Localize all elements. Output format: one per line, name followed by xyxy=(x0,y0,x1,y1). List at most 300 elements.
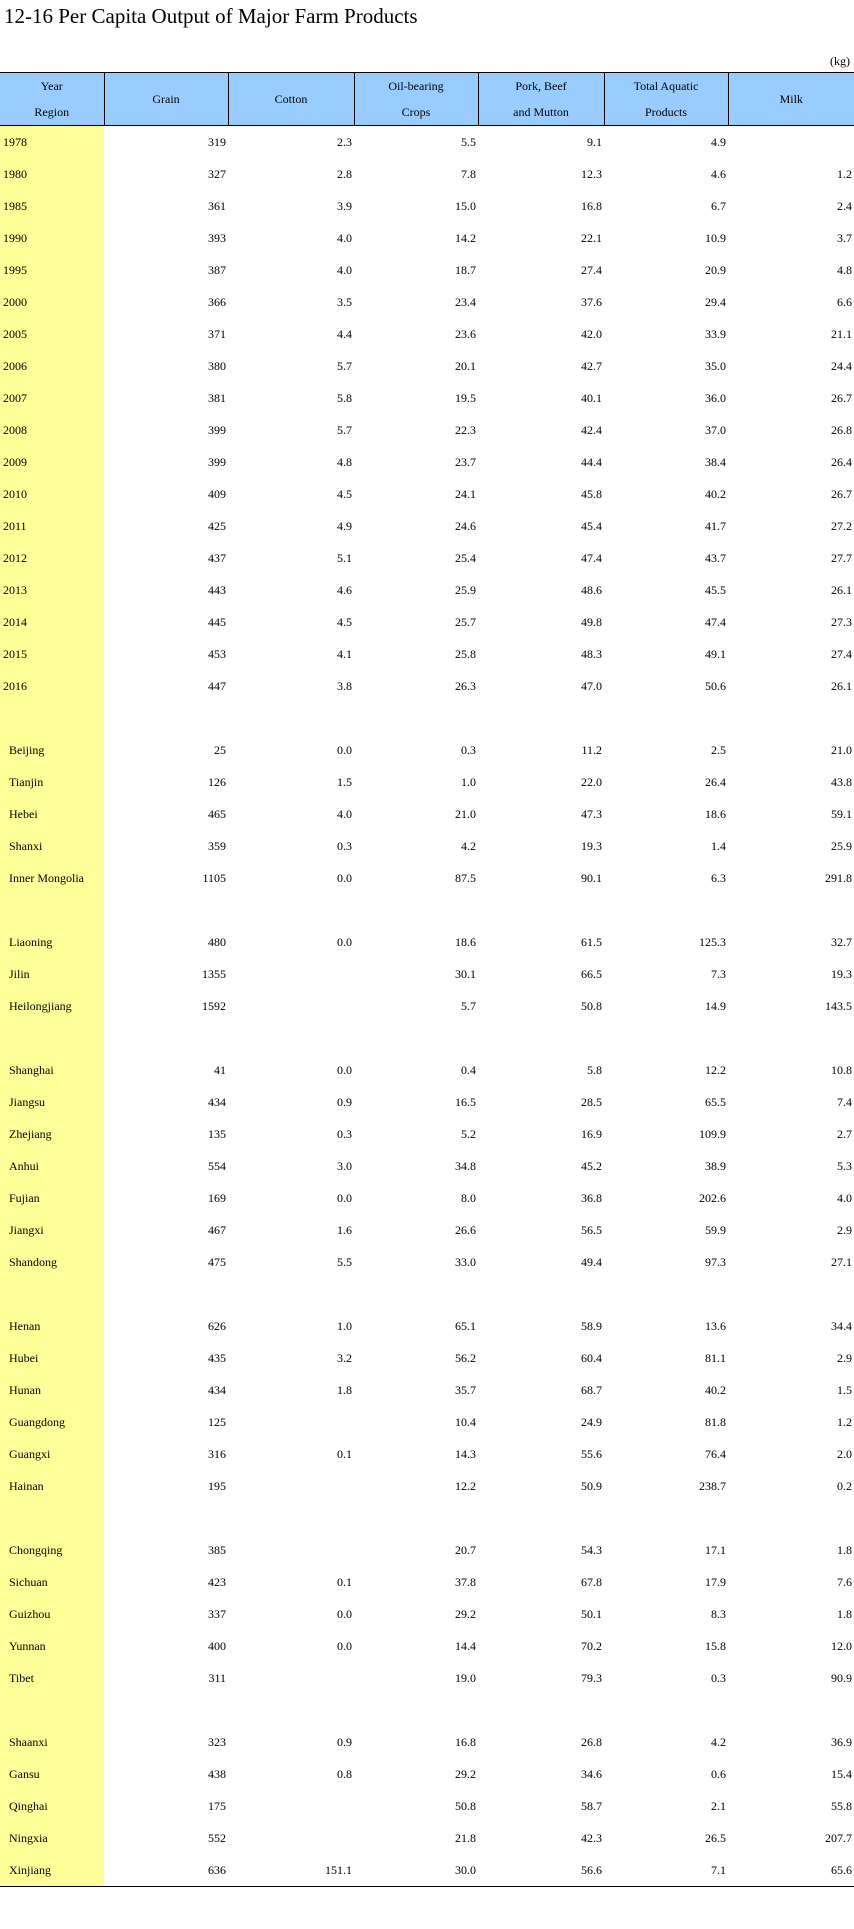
row-label: 2016 xyxy=(0,670,104,702)
row-label: Ningxia xyxy=(0,1822,104,1854)
cell-pork-beef-mutton: 50.9 xyxy=(581,1478,602,1493)
cell-pork-beef-mutton: 79.3 xyxy=(581,1670,602,1685)
spacer-cell xyxy=(228,1022,354,1054)
cell-pork-beef-mutton: 24.9 xyxy=(581,1414,602,1429)
row-label: Hebei xyxy=(0,798,104,830)
cell-total-aquatic-products: 125.3 xyxy=(699,934,726,949)
cell-oil-bearing-crops: 35.7 xyxy=(455,1382,476,1397)
cell-milk: 4.8 xyxy=(837,262,852,277)
row-label: 2013 xyxy=(0,574,104,606)
cell-milk: 0.2 xyxy=(837,1478,852,1493)
cell-cotton xyxy=(228,1406,354,1438)
cell-pork-beef-mutton: 42.3 xyxy=(581,1830,602,1845)
cell-grain: 361 xyxy=(208,198,226,213)
cell-pork-beef-mutton: 66.5 xyxy=(581,966,602,981)
spacer-cell xyxy=(478,1278,604,1310)
cell-oil-bearing-crops: 0.3 xyxy=(461,742,476,757)
table-row xyxy=(0,1566,854,1598)
cell-oil-bearing-crops: 22.3 xyxy=(455,422,476,437)
table-row xyxy=(0,1630,854,1662)
cell-pork-beef-mutton: 22.0 xyxy=(581,774,602,789)
cell-milk: 15.4 xyxy=(831,1766,852,1781)
cell-milk: 27.1 xyxy=(831,1254,852,1269)
cell-pork-beef-mutton: 48.3 xyxy=(581,646,602,661)
cell-milk: 291.8 xyxy=(825,870,852,885)
cell-milk: 90.9 xyxy=(831,1670,852,1685)
spacer-cell xyxy=(478,894,604,926)
unit-label: (kg) xyxy=(830,54,850,68)
cell-total-aquatic-products: 1.4 xyxy=(711,838,726,853)
cell-milk: 21.0 xyxy=(831,742,852,757)
cell-oil-bearing-crops: 5.5 xyxy=(461,134,476,149)
cell-total-aquatic-products: 18.6 xyxy=(705,806,726,821)
cell-oil-bearing-crops: 30.1 xyxy=(455,966,476,981)
row-label: Gansu xyxy=(0,1758,104,1790)
spacer-row xyxy=(0,1502,854,1534)
spacer-cell xyxy=(354,702,478,734)
cell-grain: 400 xyxy=(208,1638,226,1653)
cell-total-aquatic-products: 40.2 xyxy=(705,1382,726,1397)
cell-oil-bearing-crops: 33.0 xyxy=(455,1254,476,1269)
spacer-cell xyxy=(0,702,104,734)
cell-cotton xyxy=(228,1534,354,1566)
cell-milk: 26.7 xyxy=(831,390,852,405)
row-label: Xinjiang xyxy=(0,1854,104,1887)
cell-total-aquatic-products: 10.9 xyxy=(705,230,726,245)
table-row xyxy=(0,542,854,574)
cell-pork-beef-mutton: 56.5 xyxy=(581,1222,602,1237)
cell-grain: 425 xyxy=(208,518,226,533)
spacer-cell xyxy=(604,1022,728,1054)
cell-grain: 1105 xyxy=(202,870,226,885)
table-row xyxy=(0,126,854,159)
cell-oil-bearing-crops: 50.8 xyxy=(455,1798,476,1813)
cell-oil-bearing-crops: 18.6 xyxy=(455,934,476,949)
cell-total-aquatic-products: 65.5 xyxy=(705,1094,726,1109)
cell-oil-bearing-crops: 56.2 xyxy=(455,1350,476,1365)
cell-oil-bearing-crops: 4.2 xyxy=(461,838,476,853)
cell-cotton: 3.9 xyxy=(337,198,352,213)
cell-total-aquatic-products: 2.1 xyxy=(711,1798,726,1813)
row-label: 2010 xyxy=(0,478,104,510)
column-header-total-aquatic-products: Total Aquatic Products xyxy=(604,73,728,126)
row-label: Yunnan xyxy=(0,1630,104,1662)
cell-pork-beef-mutton: 54.3 xyxy=(581,1542,602,1557)
cell-grain: 125 xyxy=(208,1414,226,1429)
row-label: 2006 xyxy=(0,350,104,382)
cell-pork-beef-mutton: 40.1 xyxy=(581,390,602,405)
cell-oil-bearing-crops: 21.8 xyxy=(455,1830,476,1845)
cell-pork-beef-mutton: 60.4 xyxy=(581,1350,602,1365)
cell-oil-bearing-crops: 37.8 xyxy=(455,1574,476,1589)
table-row xyxy=(0,798,854,830)
spacer-cell xyxy=(104,1278,228,1310)
table-row xyxy=(0,1246,854,1278)
cell-milk: 1.2 xyxy=(837,166,852,181)
cell-milk: 21.1 xyxy=(831,326,852,341)
cell-oil-bearing-crops: 29.2 xyxy=(455,1766,476,1781)
cell-milk: 2.7 xyxy=(837,1126,852,1141)
cell-total-aquatic-products: 109.9 xyxy=(699,1126,726,1141)
cell-grain: 387 xyxy=(208,262,226,277)
row-label: 1985 xyxy=(0,190,104,222)
cell-milk: 34.4 xyxy=(831,1318,852,1333)
row-label: Shanghai xyxy=(0,1054,104,1086)
row-label: Hainan xyxy=(0,1470,104,1502)
spacer-cell xyxy=(0,1502,104,1534)
cell-cotton: 4.0 xyxy=(337,230,352,245)
table-row xyxy=(0,478,854,510)
table-row xyxy=(0,1342,854,1374)
cell-cotton: 4.9 xyxy=(337,518,352,533)
cell-milk: 65.6 xyxy=(728,1854,854,1887)
cell-milk: 1.2 xyxy=(837,1414,852,1429)
row-label: 1995 xyxy=(0,254,104,286)
row-label: Hubei xyxy=(0,1342,104,1374)
cell-cotton: 3.8 xyxy=(337,678,352,693)
cell-grain: 175 xyxy=(208,1798,226,1813)
cell-pork-beef-mutton: 34.6 xyxy=(581,1766,602,1781)
table-row xyxy=(0,350,854,382)
cell-total-aquatic-products: 38.4 xyxy=(705,454,726,469)
cell-milk: 10.8 xyxy=(831,1062,852,1077)
cell-milk: 19.3 xyxy=(831,966,852,981)
table-row xyxy=(0,766,854,798)
cell-milk: 32.7 xyxy=(831,934,852,949)
row-label: Qinghai xyxy=(0,1790,104,1822)
cell-cotton: 3.0 xyxy=(337,1158,352,1173)
cell-milk: 27.4 xyxy=(831,646,852,661)
row-label: Tibet xyxy=(0,1662,104,1694)
cell-cotton: 4.0 xyxy=(337,806,352,821)
cell-oil-bearing-crops: 21.0 xyxy=(455,806,476,821)
table-row xyxy=(0,254,854,286)
cell-oil-bearing-crops: 26.3 xyxy=(455,678,476,693)
spacer-cell xyxy=(728,1502,854,1534)
cell-cotton: 0.0 xyxy=(337,870,352,885)
table-row xyxy=(0,734,854,766)
cell-total-aquatic-products: 4.6 xyxy=(711,166,726,181)
cell-pork-beef-mutton: 12.3 xyxy=(581,166,602,181)
spacer-cell xyxy=(0,894,104,926)
cell-oil-bearing-crops: 19.0 xyxy=(455,1670,476,1685)
spacer-cell xyxy=(228,894,354,926)
cell-grain: 41 xyxy=(214,1062,226,1077)
table-row xyxy=(0,1598,854,1630)
cell-grain: 399 xyxy=(208,422,226,437)
cell-pork-beef-mutton: 45.8 xyxy=(581,486,602,501)
row-label: 1978 xyxy=(0,126,104,159)
column-header-cotton: Cotton xyxy=(228,73,354,126)
cell-total-aquatic-products: 15.8 xyxy=(705,1638,726,1653)
table-row xyxy=(0,1310,854,1342)
cell-cotton: 1.6 xyxy=(337,1222,352,1237)
cell-grain: 447 xyxy=(208,678,226,693)
row-label: Shandong xyxy=(0,1246,104,1278)
cell-oil-bearing-crops: 16.5 xyxy=(455,1094,476,1109)
cell-cotton: 5.7 xyxy=(337,358,352,373)
cell-pork-beef-mutton: 28.5 xyxy=(581,1094,602,1109)
cell-cotton: 2.3 xyxy=(337,134,352,149)
table-row xyxy=(0,1822,854,1854)
table-row xyxy=(0,1150,854,1182)
spacer-cell xyxy=(228,702,354,734)
cell-total-aquatic-products: 7.3 xyxy=(711,966,726,981)
row-label: Guangdong xyxy=(0,1406,104,1438)
spacer-cell xyxy=(478,1502,604,1534)
table-row xyxy=(0,1374,854,1406)
row-label: Beijing xyxy=(0,734,104,766)
spacer-cell xyxy=(354,1278,478,1310)
table-row xyxy=(0,1054,854,1086)
cell-cotton: 5.5 xyxy=(337,1254,352,1269)
cell-total-aquatic-products: 35.0 xyxy=(705,358,726,373)
cell-oil-bearing-crops: 14.4 xyxy=(455,1638,476,1653)
row-label: 2011 xyxy=(0,510,104,542)
cell-oil-bearing-crops: 65.1 xyxy=(455,1318,476,1333)
cell-cotton: 0.9 xyxy=(337,1094,352,1109)
cell-oil-bearing-crops: 14.3 xyxy=(455,1446,476,1461)
spacer-cell xyxy=(354,1694,478,1726)
table-row xyxy=(0,1534,854,1566)
cell-total-aquatic-products: 0.3 xyxy=(711,1670,726,1685)
cell-pork-beef-mutton: 16.8 xyxy=(581,198,602,213)
row-label: 2005 xyxy=(0,318,104,350)
table-row xyxy=(0,606,854,638)
cell-cotton: 0.1 xyxy=(337,1446,352,1461)
table-row xyxy=(0,286,854,318)
cell-total-aquatic-products: 50.6 xyxy=(705,678,726,693)
table-row xyxy=(0,158,854,190)
cell-total-aquatic-products: 81.1 xyxy=(705,1350,726,1365)
table-row xyxy=(0,1758,854,1790)
column-header-pork-beef-mutton: Pork, Beef and Mutton xyxy=(478,73,604,126)
spacer-cell xyxy=(354,1502,478,1534)
cell-pork-beef-mutton: 49.4 xyxy=(581,1254,602,1269)
table-row xyxy=(0,926,854,958)
cell-milk: 5.3 xyxy=(837,1158,852,1173)
cell-grain: 435 xyxy=(208,1350,226,1365)
table-row xyxy=(0,1182,854,1214)
row-label: Hunan xyxy=(0,1374,104,1406)
spacer-cell xyxy=(604,1694,728,1726)
spacer-row xyxy=(0,702,854,734)
table-row xyxy=(0,1406,854,1438)
spacer-row xyxy=(0,894,854,926)
cell-pork-beef-mutton: 16.9 xyxy=(581,1126,602,1141)
spacer-cell xyxy=(0,1694,104,1726)
cell-oil-bearing-crops: 10.4 xyxy=(455,1414,476,1429)
table-row xyxy=(0,414,854,446)
cell-grain: 316 xyxy=(208,1446,226,1461)
cell-pork-beef-mutton: 49.8 xyxy=(581,614,602,629)
row-label: 2000 xyxy=(0,286,104,318)
cell-oil-bearing-crops: 23.7 xyxy=(455,454,476,469)
cell-milk: 43.8 xyxy=(831,774,852,789)
column-header-grain: Grain xyxy=(104,73,228,126)
cell-grain: 445 xyxy=(208,614,226,629)
spacer-cell xyxy=(728,1278,854,1310)
cell-total-aquatic-products: 81.8 xyxy=(705,1414,726,1429)
cell-pork-beef-mutton: 70.2 xyxy=(581,1638,602,1653)
row-label: 2007 xyxy=(0,382,104,414)
row-label: Liaoning xyxy=(0,926,104,958)
table-row xyxy=(0,318,854,350)
cell-grain: 552 xyxy=(208,1830,226,1845)
cell-cotton: 0.0 xyxy=(337,742,352,757)
cell-total-aquatic-products: 13.6 xyxy=(705,1318,726,1333)
cell-cotton: 3.2 xyxy=(337,1350,352,1365)
cell-cotton xyxy=(228,1662,354,1694)
cell-total-aquatic-products: 6.3 xyxy=(711,870,726,885)
cell-oil-bearing-crops: 5.2 xyxy=(461,1126,476,1141)
table-row xyxy=(0,1726,854,1758)
cell-pork-beef-mutton: 58.9 xyxy=(581,1318,602,1333)
row-label: Jiangxi xyxy=(0,1214,104,1246)
cell-oil-bearing-crops: 26.6 xyxy=(455,1222,476,1237)
cell-milk: 26.7 xyxy=(831,486,852,501)
cell-total-aquatic-products: 47.4 xyxy=(705,614,726,629)
cell-pork-beef-mutton: 45.2 xyxy=(581,1158,602,1173)
cell-total-aquatic-products: 49.1 xyxy=(705,646,726,661)
row-label: Guangxi xyxy=(0,1438,104,1470)
cell-cotton: 0.8 xyxy=(337,1766,352,1781)
table-row xyxy=(0,1438,854,1470)
cell-milk: 26.1 xyxy=(831,678,852,693)
cell-oil-bearing-crops: 7.8 xyxy=(461,166,476,181)
cell-milk: 27.7 xyxy=(831,550,852,565)
cell-milk: 1.8 xyxy=(837,1542,852,1557)
cell-pork-beef-mutton: 45.4 xyxy=(581,518,602,533)
cell-total-aquatic-products: 14.9 xyxy=(705,998,726,1013)
cell-cotton xyxy=(228,990,354,1022)
row-label: 2009 xyxy=(0,446,104,478)
cell-pork-beef-mutton: 68.7 xyxy=(581,1382,602,1397)
cell-total-aquatic-products: 17.1 xyxy=(705,1542,726,1557)
row-label: 2008 xyxy=(0,414,104,446)
cell-grain: 636 xyxy=(104,1854,228,1887)
cell-milk: 26.4 xyxy=(831,454,852,469)
cell-pork-beef-mutton: 67.8 xyxy=(581,1574,602,1589)
cell-milk: 1.5 xyxy=(837,1382,852,1397)
row-label: Shaanxi xyxy=(0,1726,104,1758)
cell-milk: 36.9 xyxy=(831,1734,852,1749)
cell-total-aquatic-products: 59.9 xyxy=(705,1222,726,1237)
row-label: 1990 xyxy=(0,222,104,254)
cell-oil-bearing-crops: 20.1 xyxy=(455,358,476,373)
row-label: Tianjin xyxy=(0,766,104,798)
cell-total-aquatic-products: 41.7 xyxy=(705,518,726,533)
spacer-cell xyxy=(604,702,728,734)
cell-total-aquatic-products: 33.9 xyxy=(705,326,726,341)
column-header-year-region: Year Region xyxy=(0,73,104,126)
cell-pork-beef-mutton: 47.0 xyxy=(581,678,602,693)
cell-total-aquatic-products: 6.7 xyxy=(711,198,726,213)
cell-pork-beef-mutton: 5.8 xyxy=(587,1062,602,1077)
cell-pork-beef-mutton: 50.1 xyxy=(581,1606,602,1621)
cell-grain: 443 xyxy=(208,582,226,597)
cell-oil-bearing-crops: 18.7 xyxy=(455,262,476,277)
cell-oil-bearing-crops: 30.0 xyxy=(354,1854,478,1887)
cell-total-aquatic-products: 202.6 xyxy=(699,1190,726,1205)
table-row xyxy=(0,1854,854,1887)
cell-total-aquatic-products: 26.4 xyxy=(705,774,726,789)
cell-cotton: 1.5 xyxy=(337,774,352,789)
cell-pork-beef-mutton: 90.1 xyxy=(581,870,602,885)
cell-total-aquatic-products: 7.1 xyxy=(604,1854,728,1887)
row-label: Jilin xyxy=(0,958,104,990)
cell-pork-beef-mutton: 42.0 xyxy=(581,326,602,341)
spacer-cell xyxy=(354,894,478,926)
cell-cotton: 4.8 xyxy=(337,454,352,469)
cell-pork-beef-mutton: 61.5 xyxy=(581,934,602,949)
cell-cotton: 4.6 xyxy=(337,582,352,597)
cell-total-aquatic-products: 238.7 xyxy=(699,1478,726,1493)
cell-pork-beef-mutton: 42.7 xyxy=(581,358,602,373)
cell-grain: 366 xyxy=(208,294,226,309)
cell-grain: 399 xyxy=(208,454,226,469)
cell-cotton xyxy=(228,958,354,990)
cell-oil-bearing-crops: 87.5 xyxy=(455,870,476,885)
cell-cotton: 0.0 xyxy=(337,934,352,949)
cell-cotton: 0.3 xyxy=(337,1126,352,1141)
cell-pork-beef-mutton: 36.8 xyxy=(581,1190,602,1205)
cell-grain: 385 xyxy=(208,1542,226,1557)
header-row xyxy=(0,73,854,126)
cell-total-aquatic-products: 37.0 xyxy=(705,422,726,437)
cell-pork-beef-mutton: 22.1 xyxy=(581,230,602,245)
cell-pork-beef-mutton: 37.6 xyxy=(581,294,602,309)
spacer-cell xyxy=(728,894,854,926)
page-title: 12-16 Per Capita Output of Major Farm Products xyxy=(4,4,418,28)
cell-oil-bearing-crops: 29.2 xyxy=(455,1606,476,1621)
cell-cotton: 4.5 xyxy=(337,486,352,501)
cell-oil-bearing-crops: 25.7 xyxy=(455,614,476,629)
cell-grain: 195 xyxy=(208,1478,226,1493)
spacer-cell xyxy=(604,894,728,926)
row-label: Shanxi xyxy=(0,830,104,862)
cell-cotton: 4.0 xyxy=(337,262,352,277)
cell-oil-bearing-crops: 14.2 xyxy=(455,230,476,245)
cell-oil-bearing-crops: 0.4 xyxy=(461,1062,476,1077)
cell-total-aquatic-products: 97.3 xyxy=(705,1254,726,1269)
cell-pork-beef-mutton: 27.4 xyxy=(581,262,602,277)
cell-total-aquatic-products: 4.2 xyxy=(711,1734,726,1749)
data-table xyxy=(0,72,854,1887)
cell-grain: 169 xyxy=(208,1190,226,1205)
cell-cotton: 4.5 xyxy=(337,614,352,629)
cell-pork-beef-mutton: 11.2 xyxy=(581,742,602,757)
spacer-cell xyxy=(104,894,228,926)
cell-milk: 2.0 xyxy=(837,1446,852,1461)
spacer-cell xyxy=(228,1694,354,1726)
cell-grain: 437 xyxy=(208,550,226,565)
table-row xyxy=(0,1662,854,1694)
cell-oil-bearing-crops: 16.8 xyxy=(455,1734,476,1749)
cell-total-aquatic-products: 12.2 xyxy=(705,1062,726,1077)
cell-total-aquatic-products: 76.4 xyxy=(705,1446,726,1461)
cell-milk: 2.9 xyxy=(837,1222,852,1237)
cell-cotton: 2.8 xyxy=(337,166,352,181)
spacer-cell xyxy=(104,702,228,734)
cell-grain: 126 xyxy=(208,774,226,789)
spacer-cell xyxy=(228,1502,354,1534)
cell-grain: 311 xyxy=(208,1670,226,1685)
row-label: Sichuan xyxy=(0,1566,104,1598)
cell-cotton xyxy=(228,1470,354,1502)
spacer-cell xyxy=(604,1502,728,1534)
cell-pork-beef-mutton: 44.4 xyxy=(581,454,602,469)
